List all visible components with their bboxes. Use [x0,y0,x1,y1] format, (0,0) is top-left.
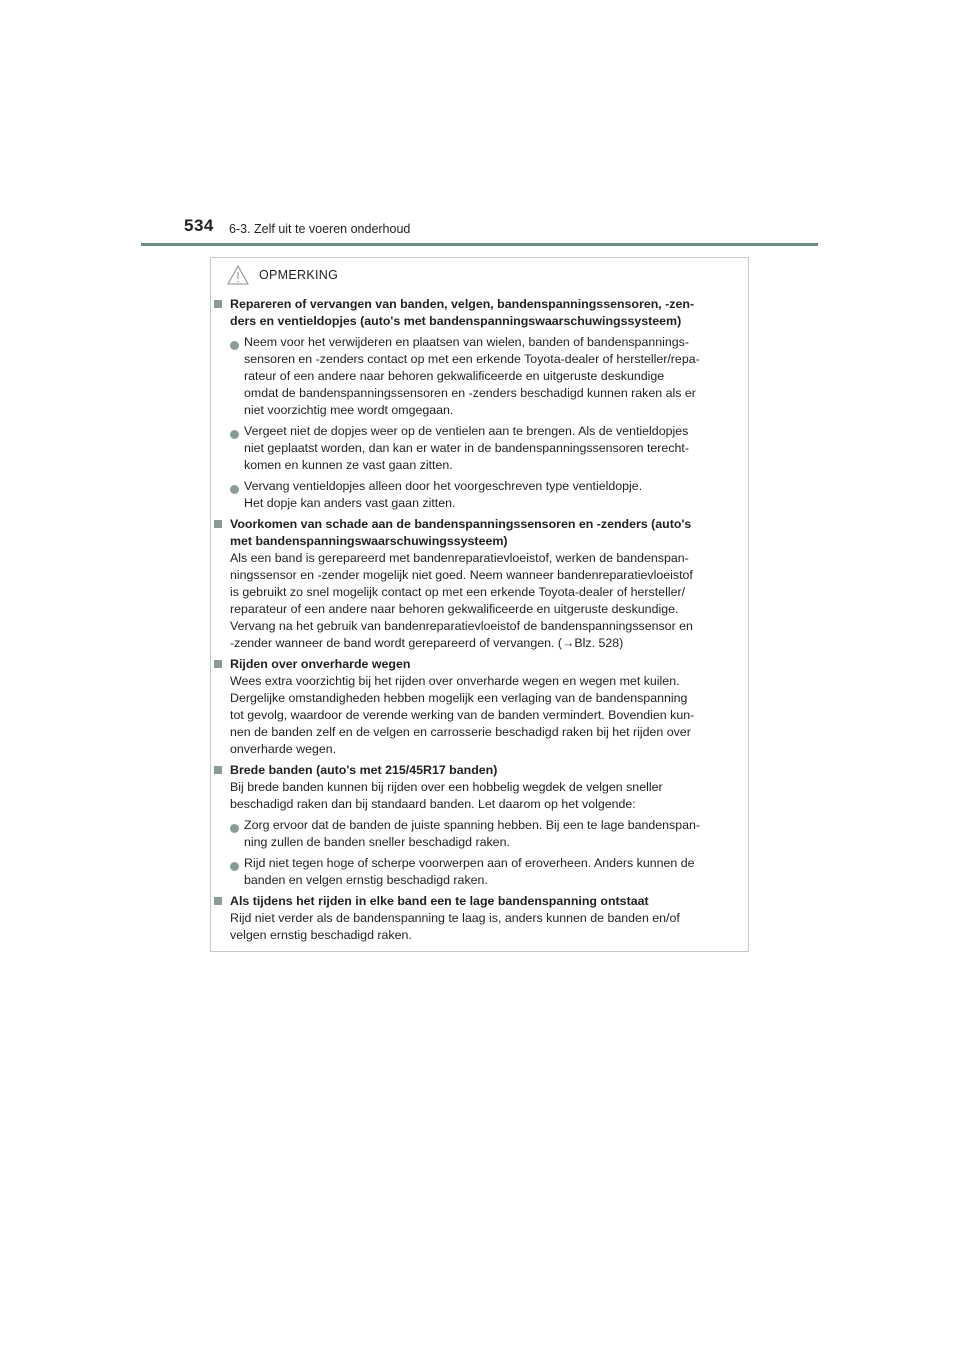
text-line: velgen ernstig beschadigd raken. [230,928,412,942]
square-bullet-icon [214,893,230,944]
round-bullet-icon [230,478,244,512]
text-line: Als een band is gerepareerd met bandenreparatievloeistof, werken de bandenspan- [230,551,689,565]
square-bullet-icon-shape [214,300,222,308]
round-bullet-icon-shape [230,430,239,439]
section-paragraph [230,550,744,652]
round-bullet-icon-shape [230,341,239,350]
bullet-text [244,855,744,889]
text-line: Rijd niet tegen hoge of scherpe voorwerpen aan of eroverheen. Anders kunnen de [244,856,695,870]
text-line: niet geplaatst worden, dan kan er water in de bandenspanningssensoren terecht- [244,441,689,455]
notice-section [214,516,744,652]
text-line: Repareren of vervangen van banden, velgen, bandenspanningssensoren, -zen- [230,297,695,311]
header-divider [141,243,818,246]
text-line: met bandenspanningswaarschuwingssysteem) [230,534,508,548]
text-line: Brede banden (auto's met 215/45R17 banden) [230,763,498,777]
bullet-text [244,334,744,419]
round-bullet-icon [230,423,244,474]
notice-section [214,656,744,758]
section-heading [230,516,744,550]
text-line: Dergelijke omstandigheden hebben mogelijk een verlaging van de bandenspanning [230,691,688,705]
notice-box [210,257,749,952]
bullet-text [244,478,744,512]
section-content [230,893,744,944]
square-bullet-icon-shape [214,766,222,774]
round-bullet-icon-shape [230,862,239,871]
warning-triangle-icon [227,265,249,285]
square-bullet-icon [214,656,230,758]
notice-section [214,893,744,944]
bullet-item [230,478,744,512]
text-line: komen en kunnen ze vast gaan zitten. [244,458,453,472]
section-heading [230,762,744,779]
text-line: beschadigd raken dan bij standaard banden. Let daarom op het volgende: [230,797,636,811]
notice-header [227,264,338,286]
text-line: niet voorzichtig mee wordt omgegaan. [244,403,454,417]
notice-section [214,296,744,512]
square-bullet-icon [214,296,230,512]
square-bullet-icon-shape [214,897,222,905]
text-line: banden en velgen ernstig beschadigd raken. [244,873,488,887]
text-line: Wees extra voorzichtig bij het rijden over onverharde wegen en wegen met kuilen. [230,674,680,688]
notice-body [214,296,744,948]
bullet-item [230,855,744,889]
section-title: 6-3. Zelf uit te voeren onderhoud [229,222,411,236]
text-line: Rijden over onverharde wegen [230,657,411,671]
round-bullet-icon-shape [230,485,239,494]
section-heading [230,893,744,910]
section-heading [230,296,744,330]
text-line: Het dopje kan anders vast gaan zitten. [244,496,456,510]
text-line: Zorg ervoor dat de banden de juiste spanning hebben. Bij een te lage bandenspan- [244,818,701,832]
section-content [230,516,744,652]
square-bullet-icon [214,762,230,889]
text-line: omdat de bandenspanningssensoren en -zenders beschadigd kunnen raken als er [244,386,696,400]
section-paragraph [230,910,744,944]
text-line: is gebruikt zo snel mogelijk contact op met een erkende Toyota-dealer of hersteller/ [230,585,686,599]
round-bullet-icon [230,817,244,851]
bullet-text [244,423,744,474]
text-line: ders en ventieldopjes (auto's met bandenspanningswaarschuwingssysteem) [230,314,682,328]
page-number: 534 [184,216,214,235]
section-content [230,656,744,758]
text-line: Neem voor het verwijderen en plaatsen van wielen, banden of bandenspannings- [244,335,689,349]
text-line: rateur of een andere naar behoren gekwalificeerde en uitgeruste deskundige [244,369,665,383]
section-paragraph [230,779,744,813]
text-line: Bij brede banden kunnen bij rijden over een hobbelig wegdek de velgen sneller [230,780,663,794]
text-line: tot gevolg, waardoor de verende werking van de banden vermindert. Bovendien kun- [230,708,695,722]
round-bullet-icon-shape [230,824,239,833]
square-bullet-icon-shape [214,660,222,668]
text-line: reparateur of een andere naar behoren gekwalificeerde en uitgeruste deskundige. [230,602,679,616]
round-bullet-icon [230,855,244,889]
text-line: Vergeet niet de dopjes weer op de ventielen aan te brengen. Als de ventieldopjes [244,424,689,438]
text-line: Als tijdens het rijden in elke band een te lage bandenspanning ontstaat [230,894,649,908]
square-bullet-icon-shape [214,520,222,528]
square-bullet-icon [214,516,230,652]
text-line: Vervang ventieldopjes alleen door het voorgeschreven type ventieldopje. [244,479,643,493]
section-heading [230,656,744,673]
text-line: Voorkomen van schade aan de bandenspanningssensoren en -zenders (auto's [230,517,692,531]
bullet-item [230,334,744,419]
text-line: Vervang na het gebruik van bandenreparatievloeistof de bandenspanningssensor en [230,619,693,633]
section-content [230,762,744,889]
text-line: -zender wanneer de band wordt gerepareerd of vervangen. (→Blz. 528) [230,636,624,650]
section-paragraph [230,673,744,758]
text-line: nen de banden zelf en de velgen en carrosserie beschadigd raken bij het rijden over [230,725,691,739]
notice-section [214,762,744,889]
round-bullet-icon [230,334,244,419]
text-line: sensoren en -zenders contact op met een erkende Toyota-dealer of hersteller/repa- [244,352,700,366]
bullet-item [230,817,744,851]
text-line: Rijd niet verder als de bandenspanning te laag is, anders kunnen de banden en/of [230,911,680,925]
text-line: ningssensor en -zender mogelijk niet goed. Neem wanneer bandenreparatievloeistof [230,568,693,582]
section-content [230,296,744,512]
bullet-item [230,423,744,474]
bullet-text [244,817,744,851]
notice-title: OPMERKING [259,268,339,282]
text-line: ning zullen de banden sneller beschadigd raken. [244,835,510,849]
text-line: onverharde wegen. [230,742,337,756]
